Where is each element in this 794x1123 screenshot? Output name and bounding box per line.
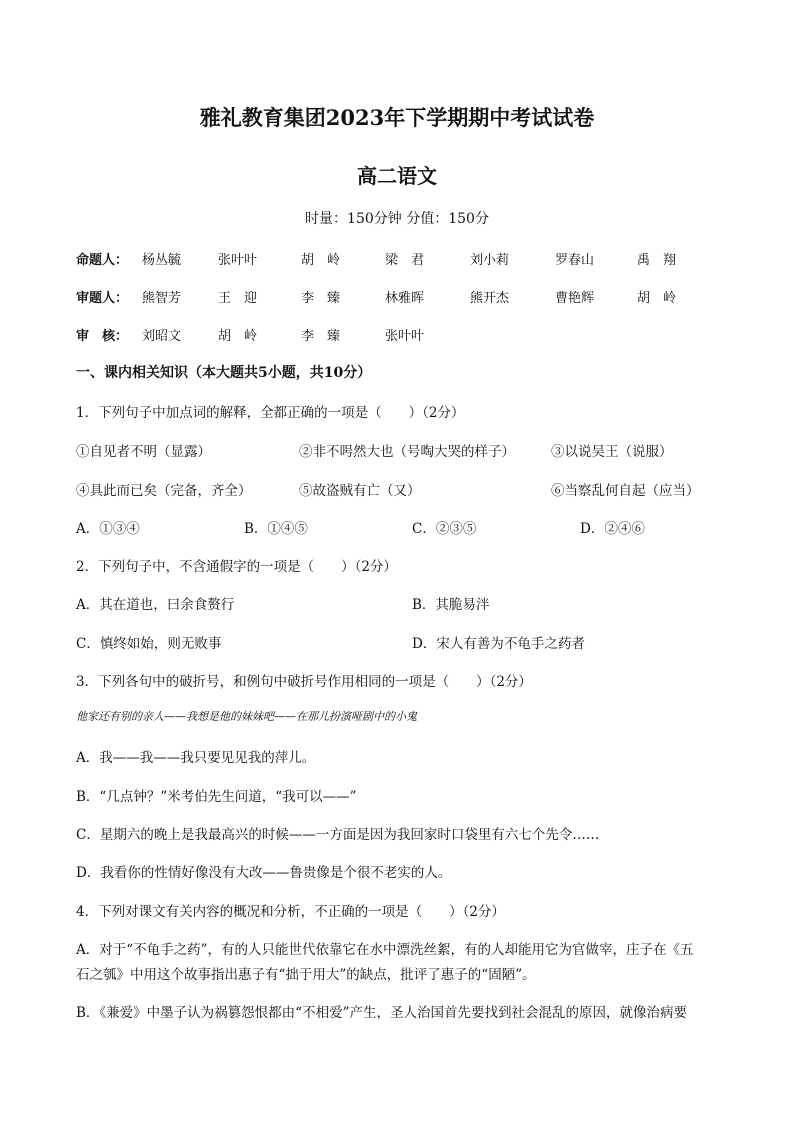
reviewer-name: 曹艳辉 (555, 291, 595, 306)
reviewers-label: 审题人： (76, 291, 129, 306)
exam-subtitle: 高二语文 (357, 164, 437, 188)
q1-item: ②非不呺然大也（号啕大哭的样子） (299, 444, 515, 460)
auditors-row (76, 325, 128, 344)
q2-option-b: B．其脆易泮 (412, 597, 490, 613)
q3-option-d: D．我看你的性情好像没有大改——鲁贵像是个很不老实的人。 (76, 865, 452, 881)
q1-option-c: C．②③⑤ (412, 521, 477, 537)
setter-name: 刘小莉 (470, 253, 510, 268)
q1-option-d: D．②④⑥ (580, 521, 645, 537)
reviewer-name: 李 臻 (301, 291, 341, 306)
setter-name: 张叶叶 (218, 253, 258, 268)
q1-item: ④具此而已矣（完备，齐全） (76, 483, 252, 499)
q1-item: ③以说吴王（说服） (551, 444, 673, 460)
q3-option-b: B．“几点钟？”米考伯先生问道，“我可以——” (76, 789, 357, 805)
q3-option-a: A．我——我——我只要见见我的萍儿。 (76, 750, 316, 766)
q1-item: ⑥当察乱何自起（应当） (551, 483, 700, 499)
setter-name: 杨丛毓 (142, 253, 182, 268)
question-4-stem: 4．下列对课文有关内容的概况和分析，不正确的一项是（ ）（2分） (76, 904, 505, 920)
q2-option-a: A．其在道也，曰余食赘行 (76, 597, 235, 613)
q3-option-c: C．星期六的晚上是我最高兴的时候——一方面是因为我回家时口袋里有六七个先令…… (76, 827, 600, 843)
auditor-name: 张叶叶 (385, 329, 425, 344)
reviewer-name: 王 迎 (218, 291, 258, 306)
reviewer-name: 林雅晖 (385, 291, 425, 306)
reviewers-row (76, 287, 128, 306)
reviewer-name: 熊开杰 (470, 291, 510, 306)
reviewer-name: 熊智芳 (142, 291, 182, 306)
q3-example-sentence: 他家还有别的亲人——我想是他的妹妹吧——在那儿扮演哑剧中的小鬼 (76, 710, 417, 723)
exam-title: 雅礼教育集团2023年下学期期中考试试卷 (199, 105, 595, 130)
q4-option-b-line1: B．《兼爱》中墨子认为祸篡怨恨都由“不相爱”产生，圣人治国首先要找到社会混乱的原因，就像治病要 (76, 1005, 687, 1021)
setter-name: 禹 翔 (637, 253, 677, 268)
q1-option-b: B．①④⑤ (244, 521, 308, 537)
q4-option-a-line1: A．对于“不龟手之药”，有的人只能世代依靠它在水中漂洗丝絮，有的人却能用它为官做宰，庄子在《五 (76, 942, 694, 958)
reviewer-name: 胡 岭 (637, 291, 677, 306)
q1-option-a: A．①③④ (76, 521, 140, 537)
setters-row (76, 249, 128, 268)
q2-option-d: D．宋人有善为不龟手之药者 (412, 636, 585, 652)
question-1-stem: 1．下列句子中加点词的解释，全都正确的一项是（ ）（2分） (76, 405, 465, 421)
section-heading: 一、课内相关知识（本大题共5小题，共10分） (76, 365, 372, 381)
question-2-stem: 2．下列句子中，不含通假字的一项是（ ）（2分） (76, 559, 397, 575)
q2-option-c: C．慎终如始，则无败事 (76, 636, 222, 652)
setter-name: 罗春山 (555, 253, 595, 268)
auditor-name: 胡 岭 (218, 329, 258, 344)
q4-option-a-line2: 石之瓠》中用这个故事指出惠子有“拙于用大”的缺点，批评了惠子的“固陋”。 (76, 967, 536, 983)
auditors-label: 审 核： (76, 329, 129, 344)
auditor-name: 李 臻 (301, 329, 341, 344)
setter-name: 梁 君 (385, 253, 425, 268)
q1-item: ⑤故盗贼有亡（又） (299, 483, 421, 499)
q1-item: ①自见者不明（显露） (76, 444, 211, 460)
auditor-name: 刘昭文 (142, 329, 182, 344)
time-score-line: 时量：150分钟 分值：150分 (305, 211, 489, 227)
setters-label: 命题人： (76, 253, 129, 268)
setter-name: 胡 岭 (301, 253, 341, 268)
question-3-stem: 3．下列各句中的破折号，和例句中破折号作用相同的一项是（ ）（2分） (76, 674, 532, 690)
